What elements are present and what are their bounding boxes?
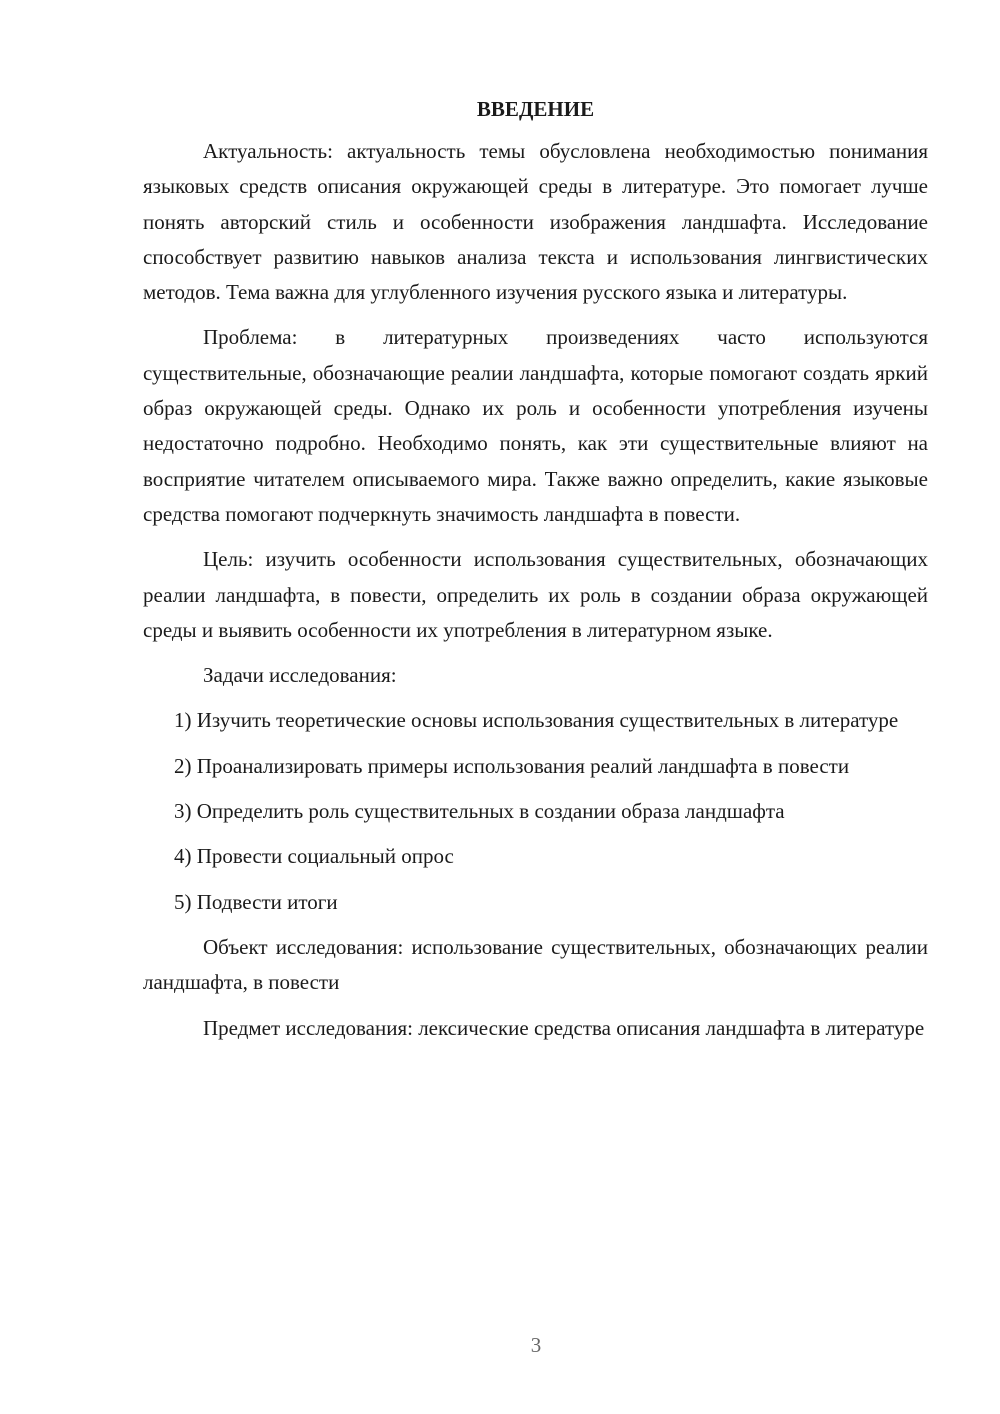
paragraph-subject: Предмет исследования: лексические средства описания ландшафта в литературе	[203, 1015, 925, 1040]
paragraph-goal: Цель: изучить особенности использования существительных, обозначающих реалии ландшафта, в повести, определить их роль в создании образа окружающей среды и выявить особенности их употребления в литературном языке.	[143, 547, 928, 642]
task-item-1: 1) Изучить теоретические основы использования существительных в литературе	[174, 708, 899, 733]
paragraph-problem: Проблема: в литературных произведениях часто используются существительные, обозначающие реалии ландшафта, которые помогают создать яркий образ окружающей среды. Однако их роль и особенности употребления изучены недостаточно подробно. Необходимо понять, как эти существительные влияют на восприятие читателем описываемого мира. Также важно определить, какие языковые средства помогают подчеркнуть значимость ландшафта в повести.	[143, 325, 928, 526]
document-page	[143, 92, 928, 1046]
page-title: ВВЕДЕНИЕ	[476, 97, 595, 121]
task-item-2: 2) Проанализировать примеры использования реалий ландшафта в повести	[174, 753, 850, 778]
task-item-5: 5) Подвести итоги	[174, 889, 338, 914]
page-number: 3	[530, 1333, 542, 1357]
paragraph-object: Объект исследования: использование существительных, обозначающих реалии ландшафта, в повести	[143, 934, 928, 995]
tasks-heading: Задачи исследования:	[203, 663, 397, 688]
task-item-4: 4) Провести социальный опрос	[174, 844, 454, 869]
task-item-3: 3) Определить роль существительных в создании образа ландшафта	[174, 799, 785, 824]
paragraph-relevance: Актуальность: актуальность темы обусловлена необходимостью понимания языковых средств описания окружающей среды в литературе. Это помогает лучше понять авторский стиль и особенности изображения ландшафта. Исследование способствует развитию навыков анализа текста и использования лингвистических методов. Тема важна для углубленного изучения русского языка и литературы.	[143, 139, 928, 305]
